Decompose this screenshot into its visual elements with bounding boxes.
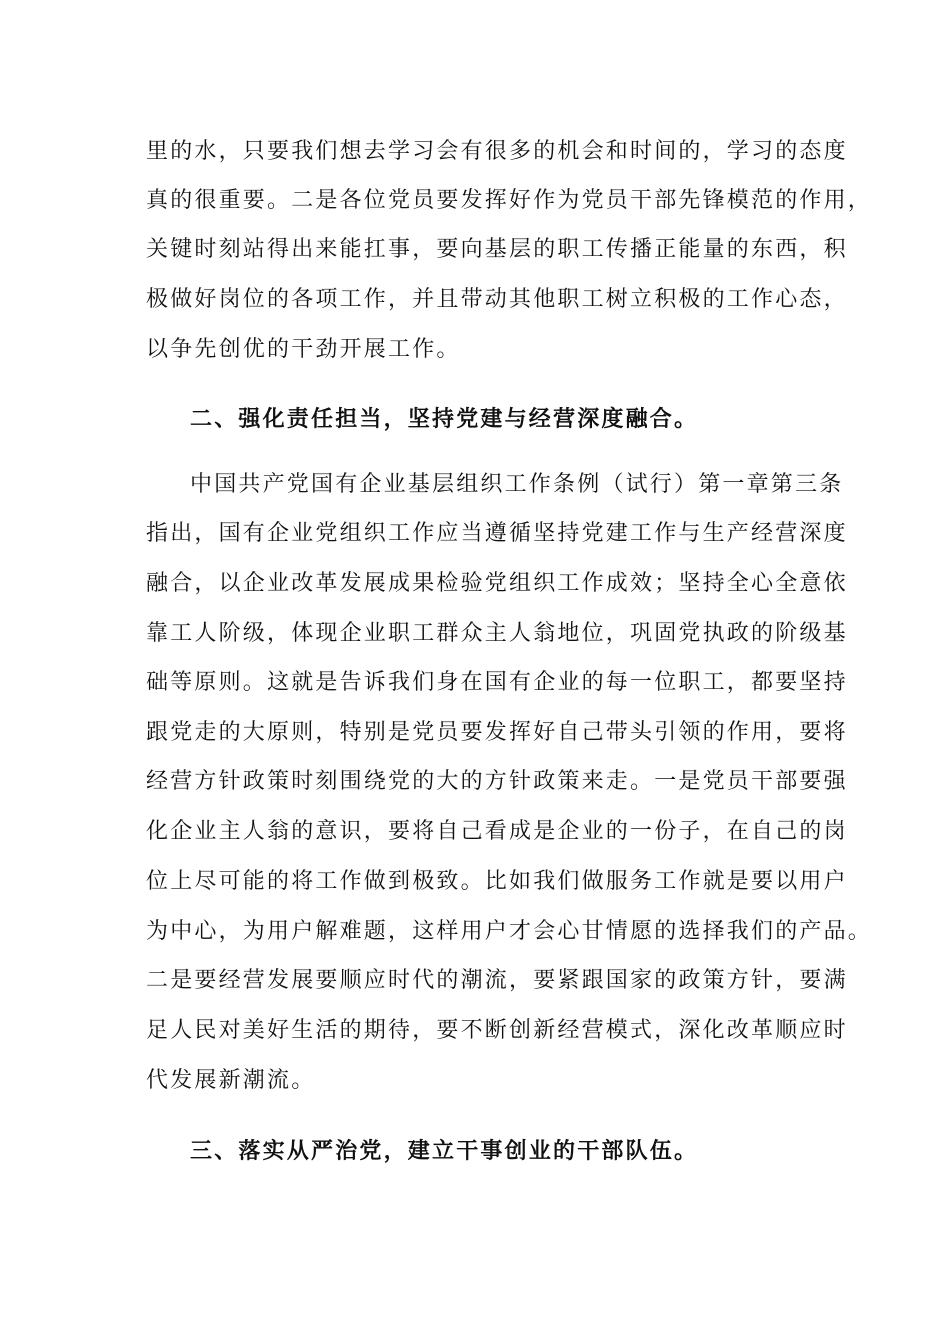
paragraph-line: 代发展新潮流。 bbox=[146, 1068, 316, 1093]
paragraph-line: 中国共产党国有企业基层组织工作条例（试行）第一章第三条 bbox=[190, 472, 844, 497]
paragraph-line: 指出，国有企业党组织工作应当遵循坚持党建工作与生产经营深度 bbox=[146, 521, 848, 546]
paragraph-line: 融合，以企业改革发展成果检验党组织工作成效；坚持全心全意依 bbox=[146, 571, 848, 596]
paragraph-line: 足人民对美好生活的期待，要不断创新经营模式，深化改革顺应时 bbox=[146, 1018, 848, 1043]
paragraph-line: 里的水，只要我们想去学习会有很多的机会和时间的，学习的态度 bbox=[146, 139, 848, 164]
paragraph-line: 为中心，为用户解难题，这样用户才会心甘情愿的选择我们的产品。 bbox=[146, 919, 873, 944]
paragraph-line: 二是要经营发展要顺应时代的潮流，要紧跟国家的政策方针，要满 bbox=[146, 968, 848, 993]
paragraph-line: 位上尽可能的将工作做到极致。比如我们做服务工作就是要以用户 bbox=[146, 869, 848, 894]
paragraph-line: 础等原则。这就是告诉我们身在国有企业的每一位职工，都要坚持 bbox=[146, 670, 848, 695]
section-heading-2: 二、强化责任担当，坚持党建与经营深度融合。 bbox=[190, 406, 699, 432]
paragraph-line: 极做好岗位的各项工作，并且带动其他职工树立积极的工作心态， bbox=[146, 287, 848, 312]
paragraph-line: 靠工人阶级，体现企业职工群众主人翁地位，巩固党执政的阶级基 bbox=[146, 621, 848, 646]
paragraph-line: 真的很重要。二是各位党员要发挥好作为党员干部先锋模范的作用， bbox=[146, 188, 873, 213]
paragraph-line: 化企业主人翁的意识，要将自己看成是企业的一份子，在自己的岗 bbox=[146, 819, 848, 844]
paragraph-line: 关键时刻站得出来能扛事，要向基层的职工传播正能量的东西，积 bbox=[146, 237, 848, 262]
paragraph-line: 以争先创优的干劲开展工作。 bbox=[146, 337, 461, 362]
paragraph-line: 跟党走的大原则，特别是党员要发挥好自己带头引领的作用，要将 bbox=[146, 720, 848, 745]
paragraph-line: 经营方针政策时刻围绕党的大的方针政策来走。一是党员干部要强 bbox=[146, 769, 848, 794]
section-heading-3: 三、落实从严治党，建立干事创业的干部队伍。 bbox=[190, 1138, 699, 1164]
